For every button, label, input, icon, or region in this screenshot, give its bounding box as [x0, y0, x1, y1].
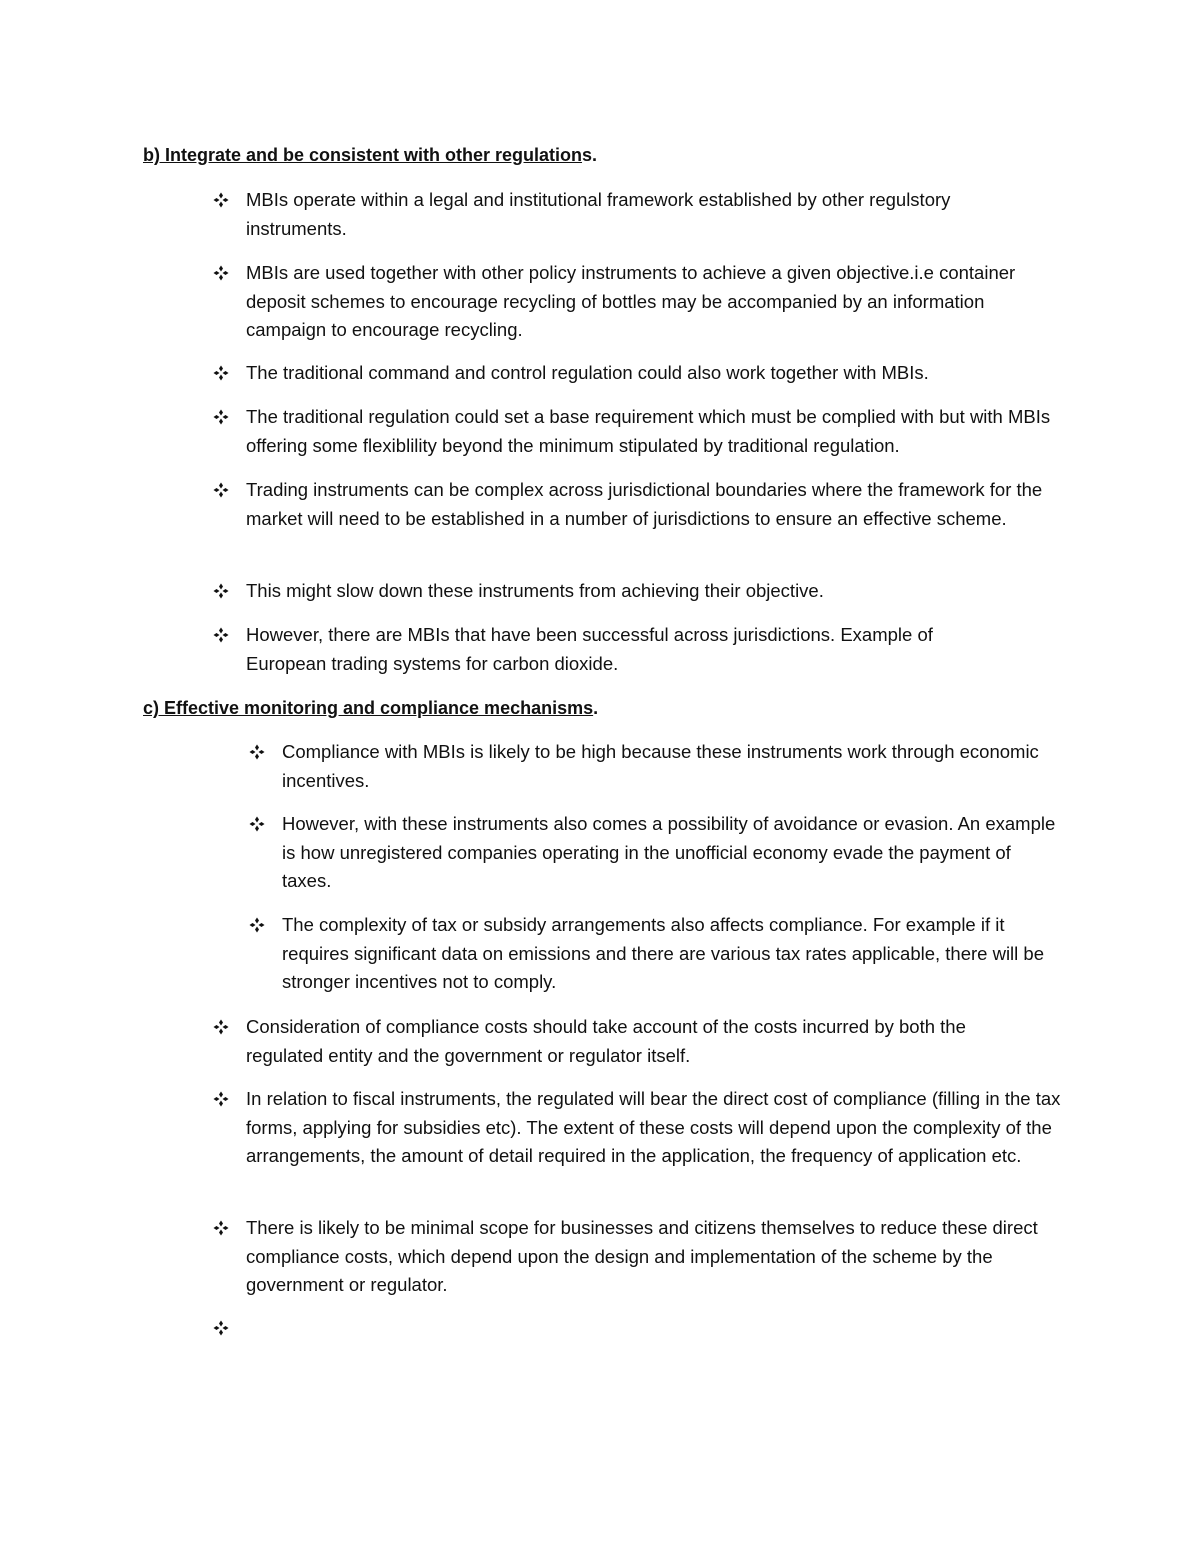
diamond-bullet-icon	[213, 192, 229, 208]
diamond-bullet-icon	[213, 627, 229, 643]
section-c-heading	[143, 694, 598, 722]
diamond-bullet-icon	[249, 917, 265, 933]
list-item	[246, 476, 1056, 533]
list-item	[246, 577, 1046, 606]
list-item-text: Consideration of compliance costs should take account of the costs incurred by both the regulated entity and the government or regulator itself.	[246, 1016, 966, 1066]
list-item	[246, 186, 1046, 243]
list-item-text: MBIs operate within a legal and institutional framework established by other regulstory instruments.	[246, 189, 951, 239]
list-item-text: This might slow down these instruments from achieving their objective.	[246, 580, 824, 601]
diamond-bullet-icon	[213, 1320, 229, 1336]
list-item	[282, 911, 1057, 997]
list-item-text: However, there are MBIs that have been successful across jurisdictions. Example of European trading systems for carbon dioxide.	[246, 624, 933, 674]
list-item	[282, 738, 1042, 795]
list-item	[246, 1013, 1036, 1070]
list-item-text: The complexity of tax or subsidy arrangements also affects compliance. For example if it requires significant data on emissions and there are various tax rates applicable, there will be stronger incentives not to comply.	[282, 914, 1044, 992]
diamond-bullet-icon	[213, 1019, 229, 1035]
section-c-heading-text: c) Effective monitoring and compliance mechanisms	[143, 698, 594, 718]
diamond-bullet-icon	[249, 816, 265, 832]
list-item-text: Trading instruments can be complex across jurisdictional boundaries where the framework for the market will need to be established in a number of jurisdictions to ensure an effective scheme.	[246, 479, 1043, 529]
list-item-text: MBIs are used together with other policy instruments to achieve a given objective.i.e container deposit schemes to encourage recycling of bottles may be accompanied by an information campaign to encourage recycling.	[246, 262, 1016, 340]
list-item	[246, 259, 1046, 345]
diamond-bullet-icon	[249, 744, 265, 760]
list-item-text: In relation to fiscal instruments, the regulated will bear the direct cost of compliance (filling in the tax forms, applying for subsidies etc). The extent of these costs will depend upon the complexity of the arrangements, the amount of detail required in the application, the frequency of application etc.	[246, 1088, 1061, 1166]
section-b-heading	[143, 141, 597, 169]
list-item	[282, 810, 1057, 896]
section-b-heading-text: b) Integrate and be consistent with other regulation	[143, 145, 583, 165]
list-item-text: Compliance with MBIs is likely to be high because these instruments work through economic incentives.	[282, 741, 1039, 791]
list-item	[246, 1085, 1061, 1171]
diamond-bullet-icon	[213, 365, 229, 381]
list-item-text: There is likely to be minimal scope for businesses and citizens themselves to reduce these direct compliance costs, which depend upon the design and implementation of the scheme by the government or regulator.	[246, 1217, 1038, 1295]
list-item-text: The traditional command and control regulation could also work together with MBIs.	[246, 362, 929, 383]
section-c-heading-tail: .	[593, 698, 599, 718]
diamond-bullet-icon	[213, 1220, 229, 1236]
list-item-text: The traditional regulation could set a base requirement which must be complied with but with MBIs offering some flexiblility beyond the minimum stipulated by traditional regulation.	[246, 406, 1051, 456]
section-b-heading-tail: s.	[582, 145, 598, 165]
diamond-bullet-icon	[213, 265, 229, 281]
list-item	[246, 359, 1046, 388]
list-item-text: However, with these instruments also comes a possibility of avoidance or evasion. An example is how unregistered companies operating in the unofficial economy evade the payment of taxes.	[282, 813, 1056, 891]
diamond-bullet-icon	[213, 583, 229, 599]
diamond-bullet-icon	[213, 409, 229, 425]
diamond-bullet-icon	[213, 482, 229, 498]
diamond-bullet-icon	[213, 1091, 229, 1107]
list-item	[246, 403, 1066, 460]
list-item	[246, 621, 1006, 678]
list-item	[246, 1214, 1061, 1300]
